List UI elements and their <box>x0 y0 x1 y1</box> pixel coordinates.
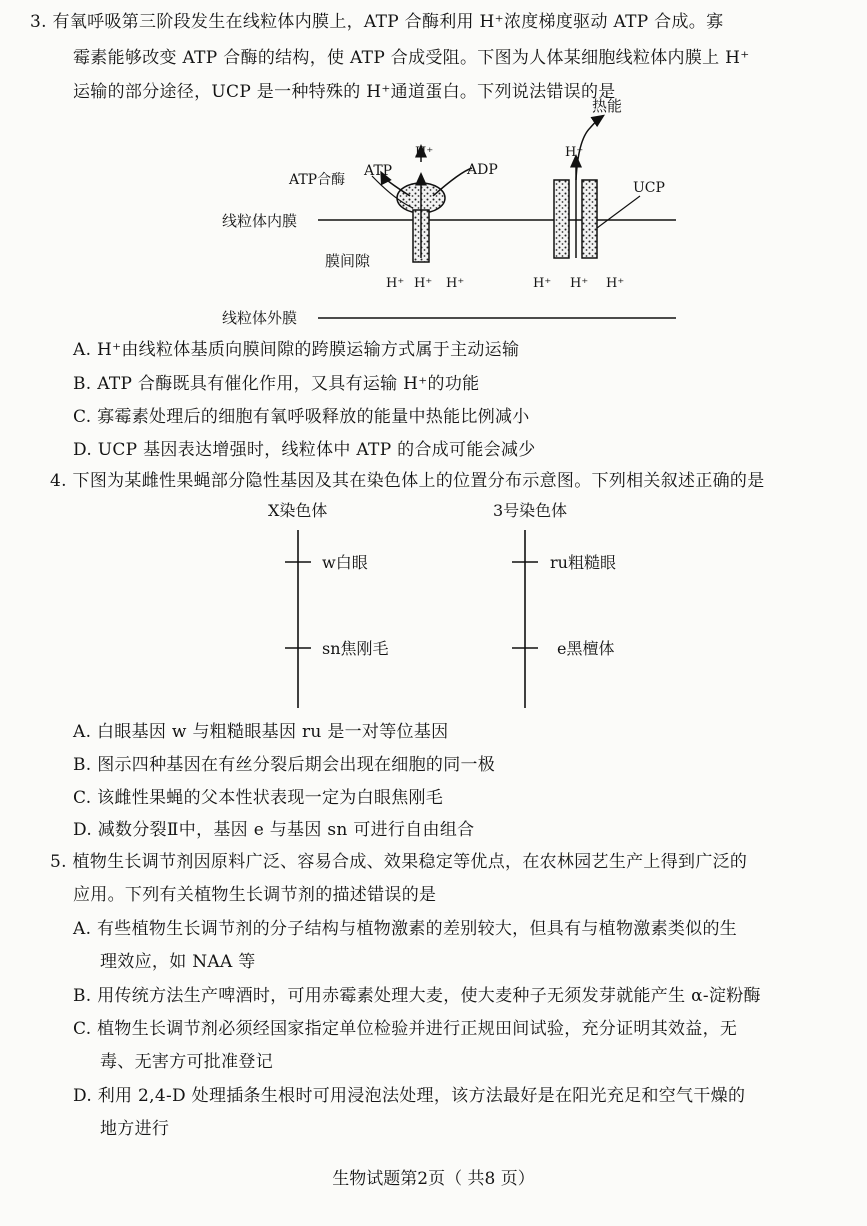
ucp-left-block <box>554 180 569 258</box>
inner-membrane-label: 线粒体内膜 <box>222 212 298 230</box>
x-chromosome-label: X染色体 <box>268 501 328 520</box>
h-plus-1: H⁺ <box>386 276 405 291</box>
q3-stem-line-1: 3. 有氧呼吸第三阶段发生在线粒体内膜上，ATP 合酶利用 H⁺浓度梯度驱动 ATP 合成。寡 <box>30 12 724 32</box>
q4-option-d: D. 减数分裂Ⅱ中，基因 e 与基因 sn 可进行自由组合 <box>73 820 475 840</box>
atp-label: ATP <box>364 163 393 179</box>
q5-option-a-line-2: 理效应，如 NAA 等 <box>100 952 256 972</box>
gene-sn-label: sn焦刚毛 <box>322 639 389 658</box>
gene-e-label: e黑檀体 <box>557 639 615 658</box>
q3-option-a: A. H⁺由线粒体基质向膜间隙的跨膜运输方式属于主动运输 <box>73 340 520 360</box>
gene-w-label: w白眼 <box>322 553 368 572</box>
q5-stem-line-1: 5. 植物生长调节剂因原料广泛、容易合成、效果稳定等优点，在农林园艺生产上得到广泛的 <box>50 852 748 872</box>
q5-option-d-line-1: D. 利用 2,4-D 处理插条生根时可用浸泡法处理，该方法最好是在阳光充足和空气干燥的 <box>73 1086 746 1106</box>
h-plus-atp-top: H⁺ <box>415 145 434 160</box>
ucp-right-block <box>582 180 597 258</box>
q5-stem-line-2: 应用。下列有关植物生长调节剂的描述错误的是 <box>73 885 437 905</box>
h-plus-5: H⁺ <box>570 276 589 291</box>
page-footer: 生物试题第2页（ 共8 页） <box>332 1169 535 1189</box>
h-plus-3: H⁺ <box>446 276 465 291</box>
q5-option-c-line-1: C. 植物生长调节剂必须经国家指定单位检验并进行正规田间试验，充分证明其效益，无 <box>73 1019 738 1039</box>
q4-option-b: B. 图示四种基因在有丝分裂后期会出现在细胞的同一极 <box>73 755 496 775</box>
chromosome-figure <box>0 490 867 715</box>
q3-option-b: B. ATP 合酶既具有催化作用，又具有运输 H⁺的功能 <box>73 374 480 394</box>
q4-option-a: A. 白眼基因 w 与粗糙眼基因 ru 是一对等位基因 <box>73 722 449 742</box>
q3-option-c: C. 寡霉素处理后的细胞有氧呼吸释放的能量中热能比例减小 <box>73 407 530 427</box>
h-plus-4: H⁺ <box>533 276 552 291</box>
q3-stem-line-3: 运输的部分途径，UCP 是一种特殊的 H⁺通道蛋白。下列说法错误的是 <box>73 82 616 102</box>
gene-ru-label: ru粗糙眼 <box>550 553 616 572</box>
h-plus-2: H⁺ <box>414 276 433 291</box>
h-plus-ucp-top: H⁺ <box>565 145 584 160</box>
adp-label: ADP <box>467 162 498 178</box>
q5-option-d-line-2: 地方进行 <box>100 1119 170 1139</box>
h-plus-6: H⁺ <box>606 276 625 291</box>
q5-option-b: B. 用传统方法生产啤酒时，可用赤霉素处理大麦，使大麦种子无须发芽就能产生 α-淀粉酶 <box>73 986 761 1006</box>
atp-synthase-label: ATP合酶 <box>289 172 346 188</box>
q3-option-d: D. UCP 基因表达增强时，线粒体中 ATP 的合成可能会减少 <box>73 440 536 460</box>
ucp-label: UCP <box>633 180 665 196</box>
q4-stem-line-1: 4. 下图为某雌性果蝇部分隐性基因及其在染色体上的位置分布示意图。下列相关叙述正确的是 <box>50 471 765 491</box>
q3-stem-line-2: 霉素能够改变 ATP 合酶的结构，使 ATP 合成受阻。下图为人体某细胞线粒体内膜上 H⁺ <box>73 48 750 68</box>
q5-option-c-line-2: 毒、无害方可批准登记 <box>100 1052 273 1072</box>
mitochondria-membrane-figure <box>0 0 867 340</box>
q4-option-c: C. 该雌性果蝇的父本性状表现一定为白眼焦刚毛 <box>73 788 444 808</box>
heat-label: 热能 <box>592 97 623 115</box>
chromosome-3-label: 3号染色体 <box>493 501 568 520</box>
q5-option-a-line-1: A. 有些植物生长调节剂的分子结构与植物激素的差别较大，但具有与植物激素类似的生 <box>73 919 738 939</box>
outer-membrane-label: 线粒体外膜 <box>222 309 298 327</box>
intermembrane-space-label: 膜间隙 <box>325 252 371 270</box>
